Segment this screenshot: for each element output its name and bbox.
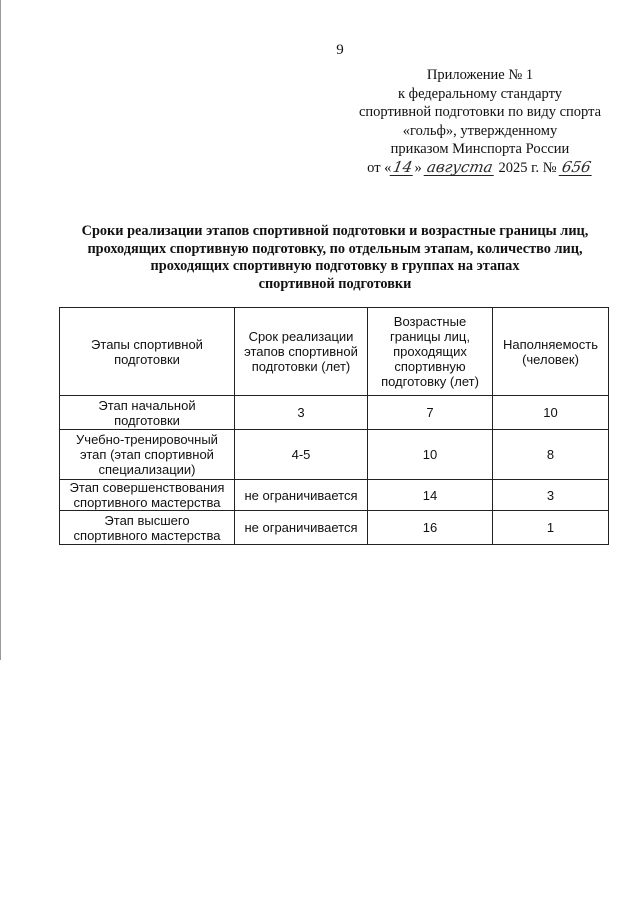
appendix-line: спортивной подготовки по виду спорта [358, 104, 602, 121]
cell-duration: 4-5 [235, 430, 368, 480]
cell-stage: Этап начальной подготовки [60, 396, 235, 430]
document-title [40, 223, 630, 293]
scan-edge [0, 0, 1, 660]
header-group-size: Наполняемость (человек) [493, 308, 609, 396]
cell-stage: Этап высшего спортивного мастерства [60, 511, 235, 545]
appendix-line: Приложение № 1 [426, 67, 534, 83]
handwritten-day: 14 [392, 157, 415, 176]
title-line: проходящих спортивную подготовку, по отдельным этапам, количество лиц, [87, 240, 583, 257]
cell-age: 14 [368, 480, 493, 511]
order-date-line [330, 159, 630, 178]
handwritten-month: августа [425, 157, 495, 176]
handwritten-order-number: 656 [560, 157, 593, 176]
cell-age: 16 [368, 511, 493, 545]
table-row [60, 396, 609, 430]
cell-stage: Этап совершенствования спортивного мастерства [60, 480, 235, 511]
cell-duration: 3 [235, 396, 368, 430]
date-quote: » [414, 159, 422, 176]
title-line: проходящих спортивную подготовку в группах на этапах [150, 258, 520, 275]
cell-age: 10 [368, 430, 493, 480]
table-row [60, 430, 609, 480]
header-duration: Срок реализации этапов спортивной подготовки (лет) [235, 308, 368, 396]
header-stages: Этапы спортивной подготовки [60, 308, 235, 396]
date-prefix: от « [367, 159, 392, 176]
appendix-line: приказом Минспорта России [390, 141, 570, 158]
title-line: спортивной подготовки [258, 275, 412, 292]
cell-group-size: 8 [493, 430, 609, 480]
cell-group-size: 1 [493, 511, 609, 545]
cell-duration: не ограничивается [235, 511, 368, 545]
cell-group-size: 10 [493, 396, 609, 430]
appendix-line: «гольф», утвержденному [402, 122, 558, 139]
date-year: 2025 г. № [498, 159, 557, 176]
cell-duration: не ограничивается [235, 480, 368, 511]
page-number: 9 [336, 42, 344, 58]
stages-table [59, 307, 609, 545]
table-row [60, 511, 609, 545]
cell-age: 7 [368, 396, 493, 430]
title-line: Сроки реализации этапов спортивной подготовки и возрастные границы лиц, [81, 223, 589, 239]
cell-stage: Учебно-тренировочный этап (этап спортивной специализации) [60, 430, 235, 480]
table-header-row [60, 308, 609, 396]
appendix-line: к федеральному стандарту [398, 85, 562, 102]
cell-group-size: 3 [493, 480, 609, 511]
header-age-limits: Возрастные границы лиц, проходящих спортивную подготовку (лет) [368, 308, 493, 396]
table-row [60, 480, 609, 511]
appendix-header [330, 66, 630, 178]
